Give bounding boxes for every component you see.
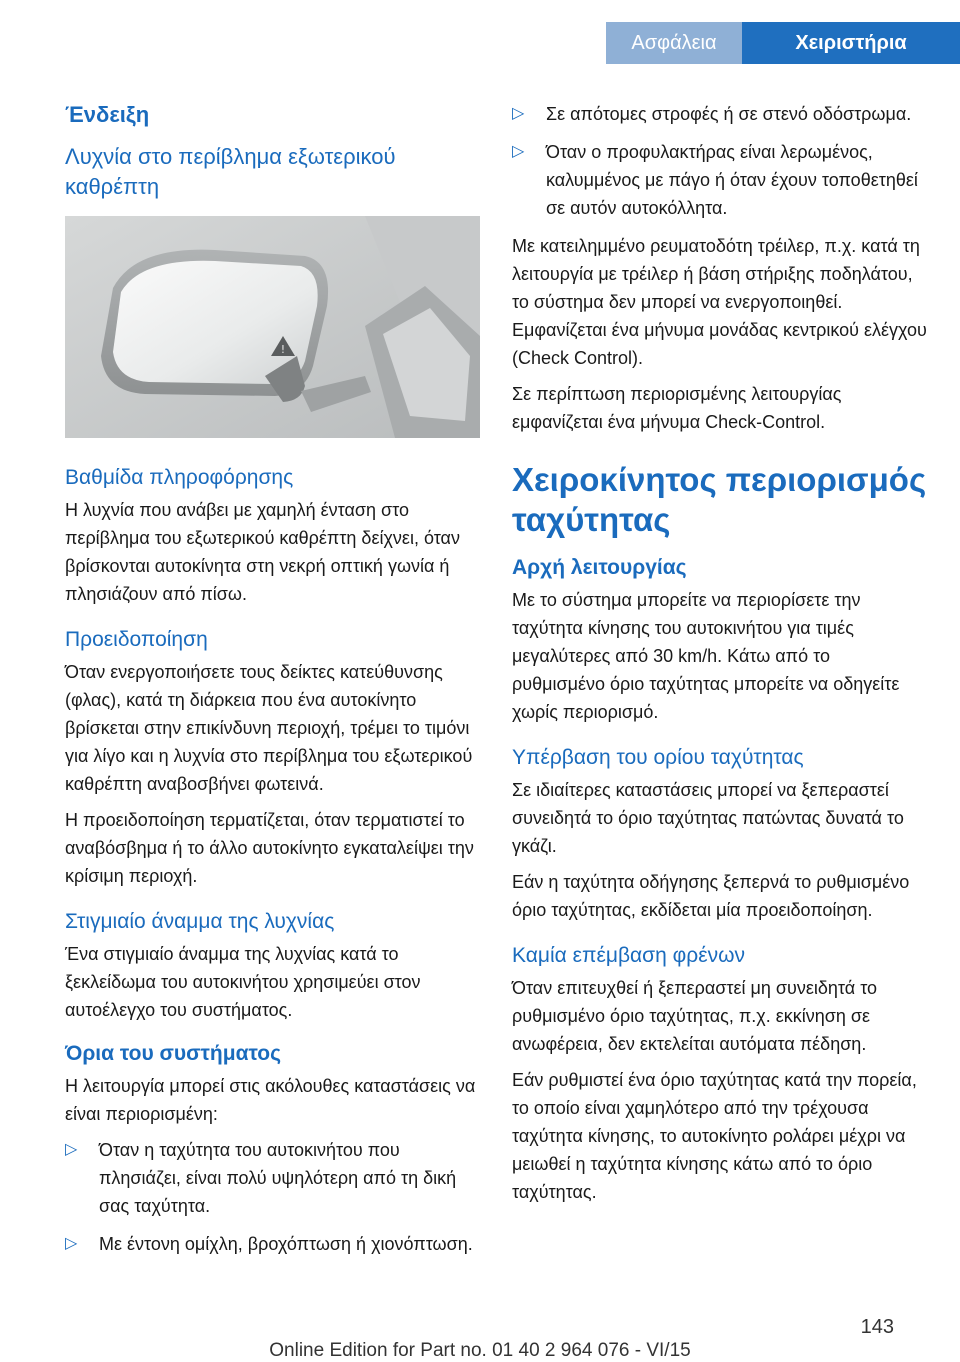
heading-principle: Αρχή λειτουργίας: [512, 556, 687, 579]
triangle-bullet-icon: ▷: [512, 105, 525, 122]
list-item-text: Σε απότομες στροφές ή σε στενό οδόστρωμα.: [546, 104, 912, 124]
list-item-text: Όταν η ταχύτητα του αυτοκινήτου που πλησιάζει, είναι πολύ υψηλότερη από τη δική σας ταχύτητα.: [99, 1140, 457, 1216]
triangle-bullet-icon: ▷: [512, 143, 525, 160]
info-level-text: Η λυχνία που ανάβει με χαμηλή ένταση στο περίβλημα του εξωτερικού καθρέπτη δείχνει, όταν βρίσκονται αυτοκίνητα στη νεκρή οπτική γωνία ή πλησιάζουν από πίσω.: [65, 500, 460, 604]
restricted-function-text: Σε περίπτωση περιορισμένης λειτουργίας εμφανίζεται ένα μήνυμα Check-Control.: [512, 384, 842, 432]
no-brake-text-1: Όταν επιτευχθεί ή ξεπεραστεί μη συνειδητά το ρυθμισμένο όριο ταχύτητας, π.χ. εκκίνηση σε ανωφέρεια, δεν εκτελείται αυτόματα πέδηση.: [512, 978, 878, 1054]
trailer-socket-text: Με κατειλημμένο ρευματοδότη τρέιλερ, π.χ. κατά τη λειτουργία με τρέιλερ ή βάση στήριξης ποδηλάτου, το σύστημα δεν μπορεί να ενεργοποιηθεί. Εμφανίζεται ένα μήνυμα μονάδας κεντρικού ελέγχου (Check Control).: [512, 236, 927, 368]
system-limits-text: Η λειτουργία μπορεί στις ακόλουθες καταστάσεις να είναι περιορισμένη:: [65, 1076, 476, 1124]
heading-system-limits: Όρια του συστήματος: [65, 1042, 282, 1065]
left-column: [65, 100, 480, 1268]
warning-text-2: Η προειδοποίηση τερματίζεται, όταν τερματιστεί το αναβόσβημα ή το άλλο αυτοκίνητο εγκαταλείψει την κρίσιμη περιοχή.: [65, 810, 474, 886]
list-item: [65, 1136, 480, 1220]
heading-warning: Προειδοποίηση: [65, 628, 208, 651]
exceed-text-1: Σε ιδιαίτερες καταστάσεις μπορεί να ξεπεραστεί συνειδητά το όριο ταχύτητας πατώντας δυνατά το γκάζι.: [512, 780, 904, 856]
no-brake-text-2: Εάν ρυθμιστεί ένα όριο ταχύτητας κατά την πορεία, το οποίο είναι χαμηλότερο από την τρέχουσα ταχύτητα κίνησης, το αυτοκίνητο ρολάρει μέχρι να μειωθεί η ταχύτητα κίνησης κάτω από το όριο ταχύτητας.: [512, 1070, 917, 1202]
list-item: [65, 1230, 480, 1258]
brief-lighting-text: Ένα στιγμιαίο άναμμα της λυχνίας κατά το ξεκλείδωμα του αυτοκινήτου χρησιμεύει στον αυτοέλεγχο του συστήματος.: [65, 944, 421, 1020]
heading-speed-limiter: Χειροκίνητος περιορισμός ταχύτητας: [512, 461, 927, 538]
list-item: [512, 100, 927, 128]
section-subtitle: Λυχνία στο περίβλημα εξωτερικού καθρέπτη: [65, 144, 396, 199]
triangle-bullet-icon: ▷: [65, 1235, 78, 1252]
principle-text: Με το σύστημα μπορείτε να περιορίσετε την ταχύτητα κίνησης του αυτοκινήτου για τιμές μεγαλύτερες από 30 km/h. Κάτω από το ρυθμισμένο όριο ταχύτητας μπορείτε να οδηγείτε χωρίς περιορισμό.: [512, 590, 900, 722]
warning-text-1: Όταν ενεργοποιήσετε τους δείκτες κατεύθυνσης (φλας), κατά τη διάρκεια που ένα αυτοκίνητο βρίσκεται στην επικίνδυνη περιοχή, τρέμει το τιμόνι για λίγο και η λυχνία στο περίβλημα του εξωτερικού καθρέπτη αναβοσβήνει φωτεινά.: [65, 662, 473, 794]
limits-list-right: [512, 100, 927, 222]
right-column: [512, 100, 927, 1214]
edition-footer: Online Edition for Part no. 01 40 2 964 076 - VI/15: [269, 1340, 691, 1361]
heading-brief-lighting: Στιγμιαίο άναμμα της λυχνίας: [65, 910, 335, 933]
tab-controls[interactable]: Χειριστήρια: [742, 22, 960, 64]
heading-no-brake: Καμία επέμβαση φρένων: [512, 944, 745, 967]
list-item-text: Όταν ο προφυλακτήρας είναι λερωμένος, καλυμμένος με πάγο ή όταν έχουν τοποθετηθεί σε αυτόν αυτοκόλλητα.: [546, 142, 918, 218]
mirror-illustration: [65, 216, 480, 438]
section-title: Ένδειξη: [65, 102, 150, 127]
svg-text:!: !: [280, 343, 286, 356]
heading-info-level: Βαθμίδα πληροφόρησης: [65, 466, 294, 489]
exceed-text-2: Εάν η ταχύτητα οδήγησης ξεπερνά το ρυθμισμένο όριο ταχύτητας, εκδίδεται μία προειδοποίηση.: [512, 872, 910, 920]
tab-safety[interactable]: Ασφάλεια: [606, 22, 742, 64]
list-item: [512, 138, 927, 222]
limits-list-left: [65, 1136, 480, 1258]
list-item-text: Με έντονη ομίχλη, βροχόπτωση ή χιονόπτωση.: [99, 1234, 473, 1254]
triangle-bullet-icon: ▷: [65, 1141, 78, 1158]
header-bar: [0, 0, 960, 64]
page-number: 143: [860, 1316, 894, 1338]
heading-exceed-limit: Υπέρβαση του ορίου ταχύτητας: [512, 746, 804, 769]
